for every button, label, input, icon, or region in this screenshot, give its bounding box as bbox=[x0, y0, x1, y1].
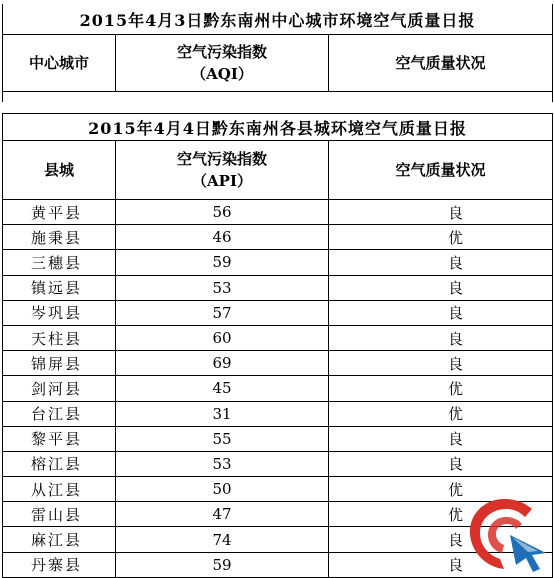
air-quality-status: 优 bbox=[329, 502, 553, 527]
county-report-title: 2015年4月4日黔东南州各县城环境空气质量日报 bbox=[3, 114, 553, 141]
county-name: 天柱县 bbox=[3, 325, 116, 350]
table-row bbox=[3, 351, 553, 376]
center-city-header: 中心城市 bbox=[3, 35, 116, 92]
county-index-header bbox=[116, 141, 329, 200]
pollution-index: 59 bbox=[116, 250, 329, 275]
pollution-index: 55 bbox=[116, 426, 329, 451]
center-index-header bbox=[116, 35, 329, 92]
pollution-index: 50 bbox=[116, 477, 329, 502]
center-index-header-line1: 空气污染指数 bbox=[176, 43, 267, 61]
pollution-index: 59 bbox=[116, 552, 329, 577]
pollution-index: 57 bbox=[116, 300, 329, 325]
table-row bbox=[3, 275, 553, 300]
pollution-index: 74 bbox=[116, 527, 329, 552]
county-header: 县城 bbox=[3, 141, 116, 200]
county-name: 锦屏县 bbox=[3, 351, 116, 376]
county-status-header: 空气质量状况 bbox=[329, 141, 553, 200]
air-quality-status: 良 bbox=[329, 451, 553, 476]
table-row bbox=[3, 325, 553, 350]
county-name: 岑巩县 bbox=[3, 300, 116, 325]
county-name: 榕江县 bbox=[3, 451, 116, 476]
county-name: 镇远县 bbox=[3, 275, 116, 300]
county-name: 黎平县 bbox=[3, 426, 116, 451]
county-name: 从江县 bbox=[3, 477, 116, 502]
pollution-index: 60 bbox=[116, 325, 329, 350]
air-quality-status: 良 bbox=[329, 275, 553, 300]
table-row bbox=[3, 401, 553, 426]
county-name: 黄平县 bbox=[3, 200, 116, 225]
table-row bbox=[3, 250, 553, 275]
pollution-index: 46 bbox=[116, 225, 329, 250]
county-name: 麻江县 bbox=[3, 527, 116, 552]
pollution-index: 31 bbox=[116, 401, 329, 426]
air-quality-status: 良 bbox=[329, 552, 553, 577]
pollution-index: 53 bbox=[116, 275, 329, 300]
county-name: 雷山县 bbox=[3, 502, 116, 527]
county-name: 施秉县 bbox=[3, 225, 116, 250]
air-quality-status: 良 bbox=[329, 426, 553, 451]
air-quality-status: 良 bbox=[329, 250, 553, 275]
air-quality-status: 良 bbox=[329, 325, 553, 350]
center-status-header: 空气质量状况 bbox=[329, 35, 553, 92]
county-index-header-line1: 空气污染指数 bbox=[176, 150, 267, 168]
pollution-index: 56 bbox=[116, 200, 329, 225]
county-name: 台江县 bbox=[3, 401, 116, 426]
table-row bbox=[3, 200, 553, 225]
air-quality-status: 优 bbox=[329, 401, 553, 426]
air-quality-status: 良 bbox=[329, 351, 553, 376]
air-quality-status: 优 bbox=[329, 225, 553, 250]
center-report-title: 2015年4月3日黔东南州中心城市环境空气质量日报 bbox=[3, 4, 553, 35]
table-row bbox=[3, 426, 553, 451]
county-name: 三穗县 bbox=[3, 250, 116, 275]
air-quality-status: 优 bbox=[329, 376, 553, 401]
air-quality-status: 良 bbox=[329, 300, 553, 325]
section-spacer bbox=[3, 92, 553, 103]
table-row bbox=[3, 225, 553, 250]
arrow-swirl-logo-icon bbox=[460, 491, 552, 573]
pollution-index: 69 bbox=[116, 351, 329, 376]
air-quality-status: 优 bbox=[329, 477, 553, 502]
air-quality-status: 良 bbox=[329, 200, 553, 225]
county-name: 丹寨县 bbox=[3, 552, 116, 577]
air-quality-status: 良 bbox=[329, 527, 553, 552]
county-name: 剑河县 bbox=[3, 376, 116, 401]
table-row bbox=[3, 451, 553, 476]
table-row bbox=[3, 300, 553, 325]
center-index-header-line2: （AQI） bbox=[191, 65, 253, 83]
pollution-index: 53 bbox=[116, 451, 329, 476]
county-index-header-line2: （API） bbox=[192, 172, 252, 190]
pollution-index: 47 bbox=[116, 502, 329, 527]
center-report-table bbox=[2, 4, 553, 102]
table-row bbox=[3, 376, 553, 401]
pollution-index: 45 bbox=[116, 376, 329, 401]
